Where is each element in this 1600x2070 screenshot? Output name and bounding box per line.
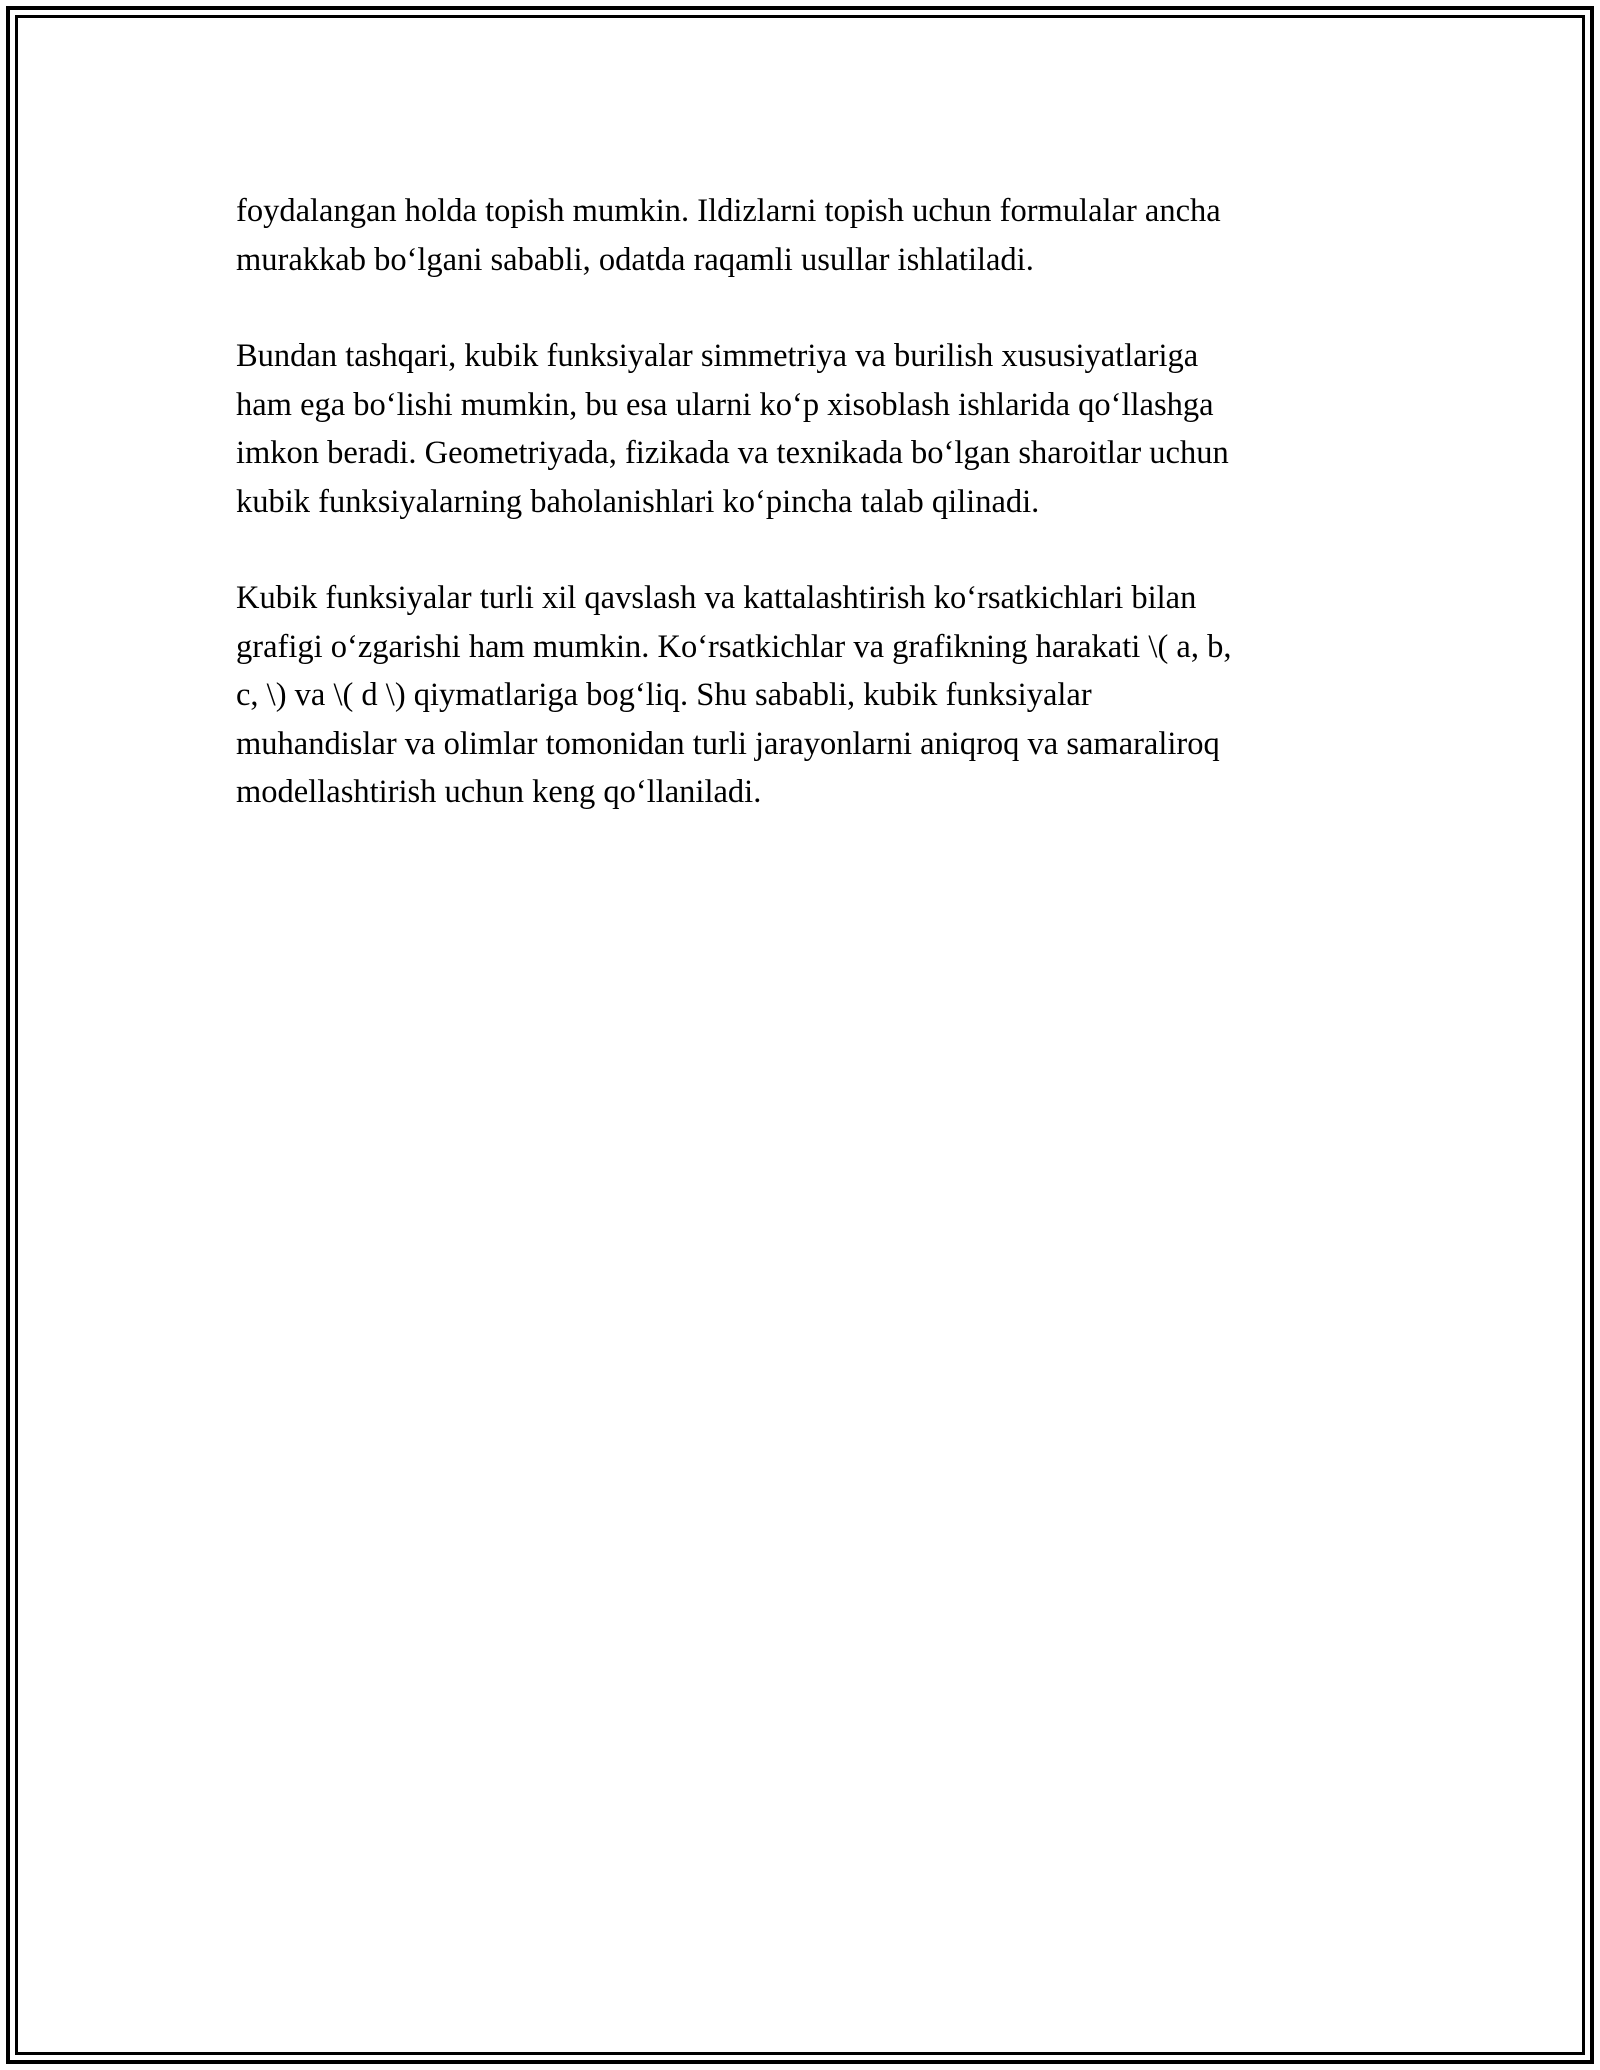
paragraph-2: Bundan tashqari, kubik funksiyalar simmetriya va burilish xususiyatlariga ham ega bo‘lishi mumkin, bu esa ularni ko‘p xisoblash ishlarida qo‘llashga imkon beradi. Geometriyada, fizikada va texnikada bo‘lgan sharoitlar uchun kubik funksiyalarning baholanishlari ko‘pincha talab qilinadi. <box>236 338 1229 520</box>
document-body <box>236 187 1366 865</box>
paragraph-1: foydalangan holda topish mumkin. Ildizlarni topish uchun formulalar ancha murakkab bo‘lgani sababli, odatda raqamli usullar ishlatiladi. <box>236 193 1221 278</box>
paragraph-3: Kubik funksiyalar turli xil qavslash va kattalashtirish ko‘rsatkichlari bilan grafigi o‘zgarishi ham mumkin. Ko‘rsatkichlar va grafikning harakati \( a, b, c, \) va \( d \) qiymatlariga bog‘liq. Shu sababli, kubik funksiyalar muhandislar va olimlar tomonidan turli jarayonlarni aniqroq va samaraliroq modellashtirish uchun keng qo‘llaniladi. <box>236 580 1232 810</box>
